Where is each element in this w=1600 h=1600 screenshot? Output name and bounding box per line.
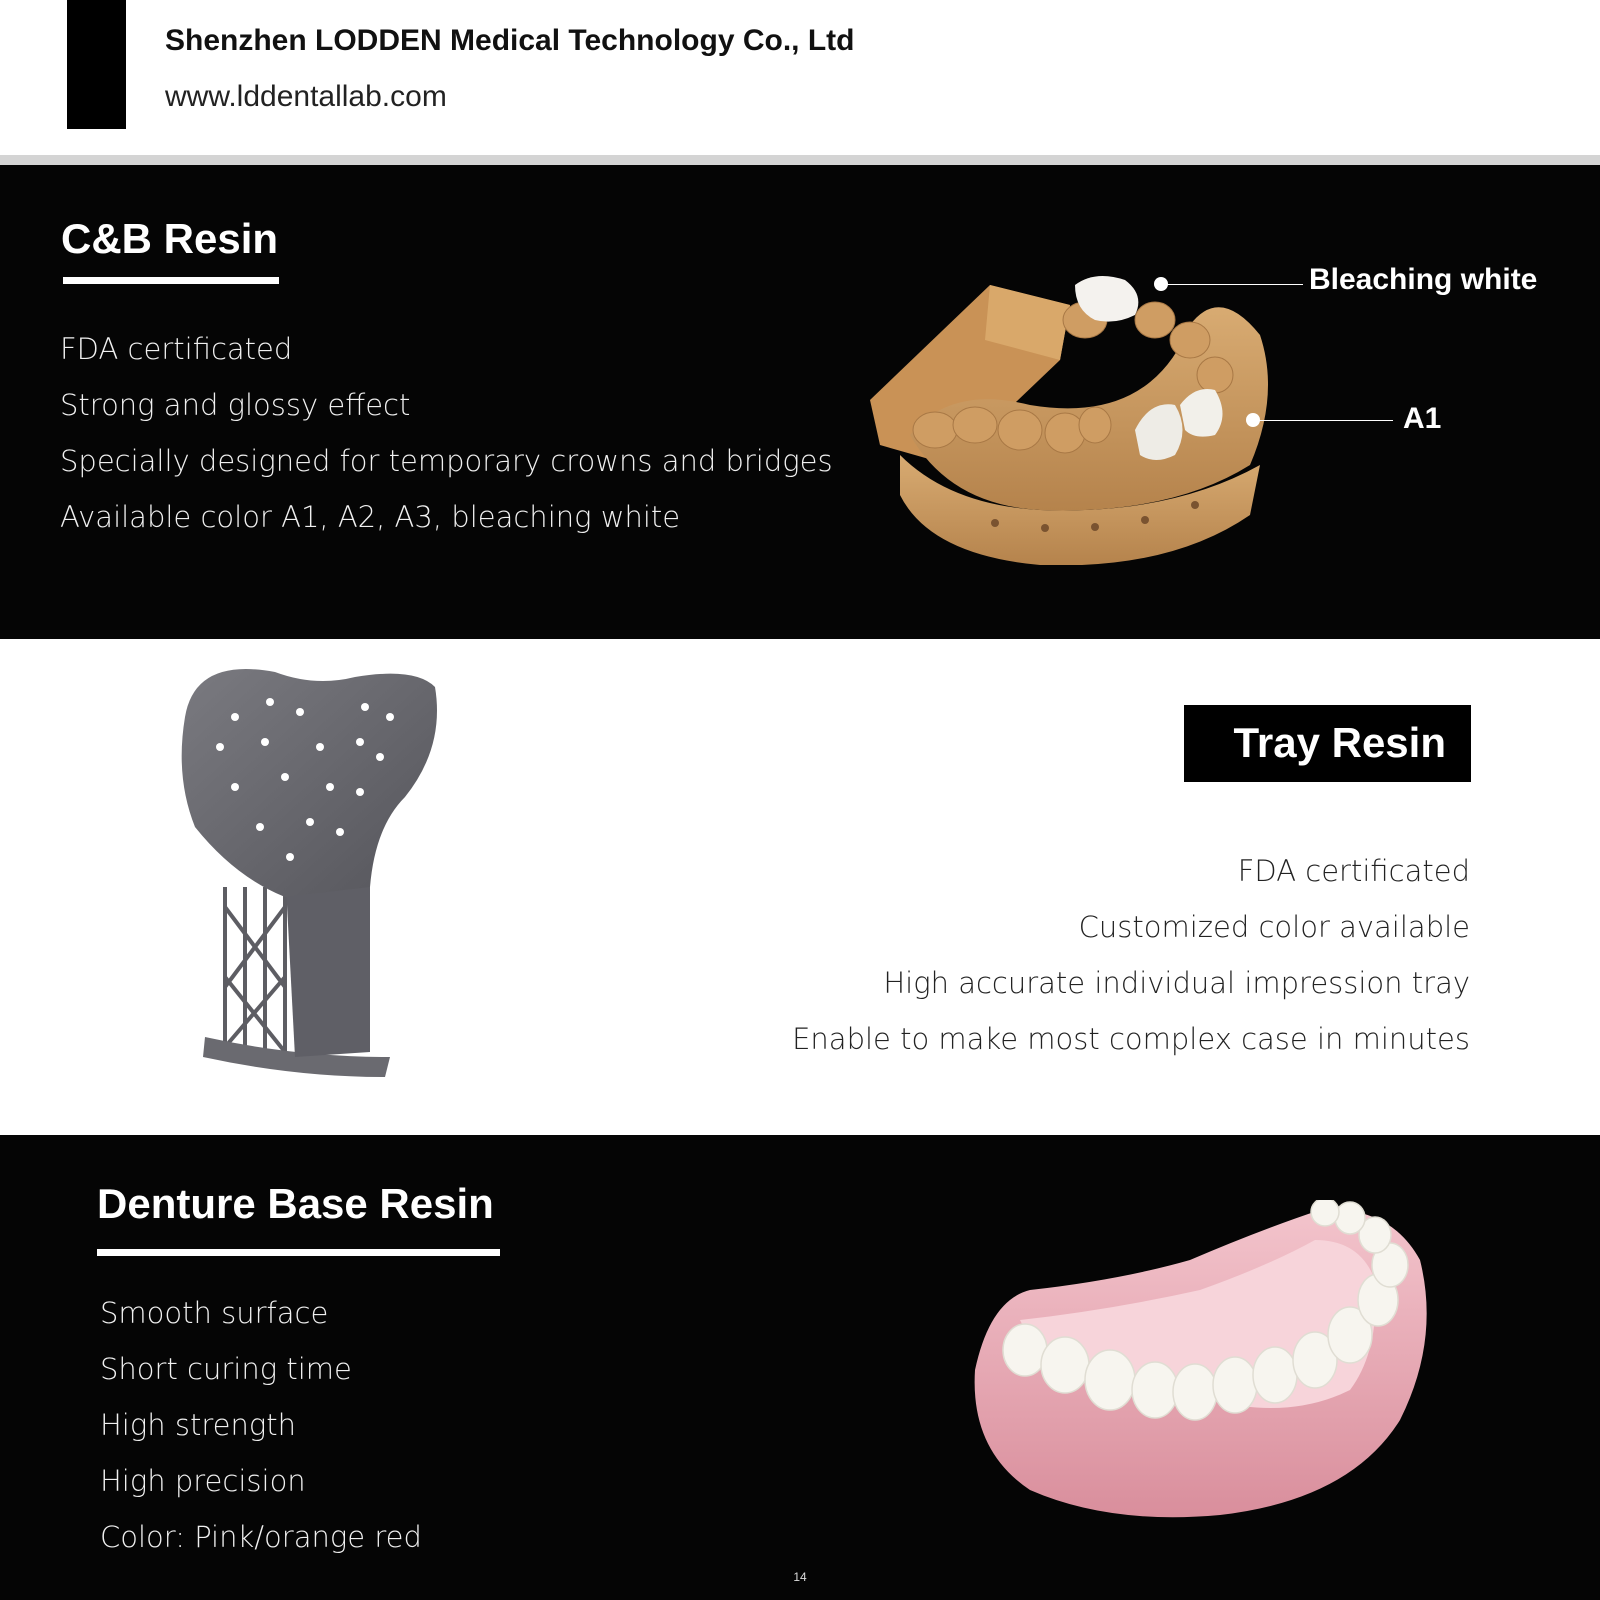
list-item: FDA certificated [1237, 854, 1470, 888]
cb-resin-section [0, 165, 1600, 639]
bleaching-white-label: Bleaching white [1309, 263, 1538, 296]
list-item: High precision [100, 1464, 306, 1498]
list-item: Specially designed for temporary crowns and bridges [60, 444, 833, 478]
tray-resin-section [0, 639, 1600, 1135]
cb-resin-title-underline [63, 277, 279, 284]
company-website: www.lddentallab.com [165, 80, 447, 113]
tray-resin-title: Tray Resin [1233, 719, 1446, 766]
a1-label: A1 [1403, 402, 1442, 435]
list-item: Enable to make most complex case in minutes [792, 1022, 1470, 1056]
tray-resin-impression-tray-image [175, 657, 455, 1087]
list-item: FDA certificated [60, 332, 293, 366]
list-item: Short curing time [100, 1352, 352, 1386]
cb-resin-title: C&B Resin [61, 215, 279, 262]
header-divider [0, 155, 1600, 165]
list-item: High accurate individual impression tray [883, 966, 1470, 1000]
a1-leader-line [1253, 420, 1393, 421]
cb-resin-dental-model-image [870, 265, 1310, 565]
list-item: Available color A1, A2, A3, bleaching white [60, 500, 681, 534]
company-name: Shenzhen LODDEN Medical Technology Co., Ltd [165, 24, 855, 57]
list-item: Strong and glossy effect [60, 388, 411, 422]
denture-base-image [970, 1200, 1450, 1530]
denture-base-resin-feature-list [100, 1285, 422, 1565]
list-item: Customized color available [1078, 910, 1470, 944]
tray-resin-feature-list [792, 843, 1470, 1067]
denture-base-resin-title: Denture Base Resin [97, 1180, 494, 1227]
bleaching-white-leader-line [1161, 284, 1303, 285]
cb-resin-feature-list [60, 321, 833, 545]
header-accent-bar [67, 0, 126, 129]
denture-base-resin-title-underline [97, 1249, 500, 1256]
page-header [0, 0, 1600, 155]
list-item: Smooth surface [100, 1296, 329, 1330]
denture-base-resin-section [0, 1135, 1600, 1600]
list-item: Color: Pink/orange red [100, 1520, 422, 1554]
list-item: High strength [100, 1408, 297, 1442]
page-number: 14 [793, 1570, 807, 1584]
tray-resin-title-box [1184, 705, 1471, 782]
